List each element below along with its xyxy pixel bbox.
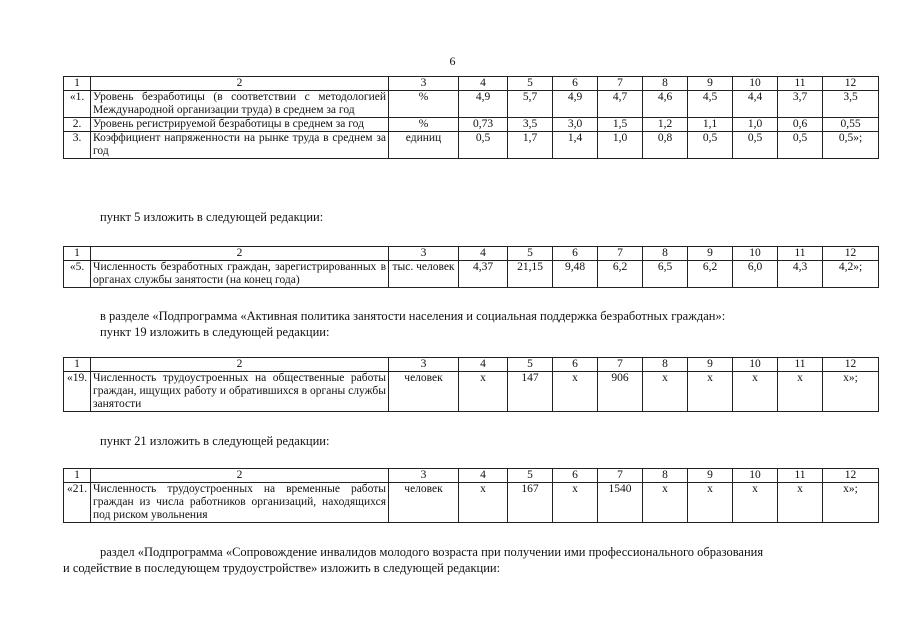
table-row bbox=[64, 132, 879, 159]
unit-cell: % bbox=[389, 118, 459, 132]
paragraph-point-21: пункт 21 изложить в следующей редакции: bbox=[100, 434, 330, 448]
header-cell: 10 bbox=[733, 469, 778, 483]
value-cell: 0,5 bbox=[688, 132, 733, 159]
table-row bbox=[64, 261, 879, 288]
header-cell: 4 bbox=[459, 358, 508, 372]
header-row bbox=[64, 247, 879, 261]
header-cell: 2 bbox=[91, 247, 389, 261]
indicator-name-cell: Коэффициент напряженности на рынке труда в среднем за год bbox=[91, 132, 389, 159]
header-cell: 12 bbox=[823, 469, 879, 483]
value-cell: х bbox=[688, 483, 733, 523]
row-number-cell: «1. bbox=[64, 91, 91, 118]
value-cell: 4,2»; bbox=[823, 261, 879, 288]
header-cell: 11 bbox=[778, 247, 823, 261]
value-cell: х bbox=[459, 483, 508, 523]
indicators-table-1 bbox=[63, 76, 879, 159]
value-cell: х bbox=[733, 483, 778, 523]
value-cell: 1,5 bbox=[598, 118, 643, 132]
value-cell: 0,55 bbox=[823, 118, 879, 132]
header-row bbox=[64, 358, 879, 372]
table-body bbox=[64, 247, 879, 288]
value-cell: х»; bbox=[823, 372, 879, 412]
header-cell: 1 bbox=[64, 469, 91, 483]
value-cell: 167 bbox=[508, 483, 553, 523]
header-cell: 4 bbox=[459, 247, 508, 261]
value-cell: х»; bbox=[823, 483, 879, 523]
row-number-cell: 2. bbox=[64, 118, 91, 132]
unit-cell: тыс. человек bbox=[389, 261, 459, 288]
indicator-name-cell: Уровень безработицы (в соответствии с методологией Международной организации труда) в среднем за год bbox=[91, 91, 389, 118]
header-cell: 9 bbox=[688, 77, 733, 91]
header-cell: 9 bbox=[688, 247, 733, 261]
header-cell: 10 bbox=[733, 358, 778, 372]
value-cell: 6,0 bbox=[733, 261, 778, 288]
indicators-table-4 bbox=[63, 468, 879, 523]
header-cell: 12 bbox=[823, 247, 879, 261]
value-cell: 0,8 bbox=[643, 132, 688, 159]
value-cell: х bbox=[553, 372, 598, 412]
header-cell: 2 bbox=[91, 77, 389, 91]
value-cell: х bbox=[643, 372, 688, 412]
value-cell: 21,15 bbox=[508, 261, 553, 288]
unit-cell: человек bbox=[389, 372, 459, 412]
value-cell: х bbox=[459, 372, 508, 412]
value-cell: 4,9 bbox=[459, 91, 508, 118]
unit-cell: % bbox=[389, 91, 459, 118]
header-cell: 7 bbox=[598, 358, 643, 372]
header-cell: 8 bbox=[643, 469, 688, 483]
header-cell: 3 bbox=[389, 247, 459, 261]
header-cell: 2 bbox=[91, 469, 389, 483]
value-cell: 1,0 bbox=[598, 132, 643, 159]
value-cell: 0,5 bbox=[778, 132, 823, 159]
header-cell: 1 bbox=[64, 77, 91, 91]
indicators-table-3 bbox=[63, 357, 879, 412]
value-cell: 4,3 bbox=[778, 261, 823, 288]
indicator-name-cell: Численность трудоустроенных на общественные работы граждан, ищущих работу и обратившихся в органы службы занятости bbox=[91, 372, 389, 412]
header-cell: 10 bbox=[733, 247, 778, 261]
value-cell: 6,5 bbox=[643, 261, 688, 288]
value-cell: х bbox=[688, 372, 733, 412]
value-cell: 1,0 bbox=[733, 118, 778, 132]
header-cell: 1 bbox=[64, 247, 91, 261]
table-body bbox=[64, 77, 879, 159]
paragraph-section-disabled-youth: раздел «Подпрограмма «Сопровождение инвалидов молодого возраста при получении ими профессионального образования bbox=[100, 545, 764, 559]
header-cell: 11 bbox=[778, 77, 823, 91]
value-cell: 6,2 bbox=[598, 261, 643, 288]
row-number-cell: 3. bbox=[64, 132, 91, 159]
row-number-cell: «5. bbox=[64, 261, 91, 288]
header-row bbox=[64, 469, 879, 483]
value-cell: 0,73 bbox=[459, 118, 508, 132]
header-cell: 8 bbox=[643, 358, 688, 372]
value-cell: 0,5 bbox=[733, 132, 778, 159]
value-cell: 4,4 bbox=[733, 91, 778, 118]
value-cell: 1,2 bbox=[643, 118, 688, 132]
value-cell: 6,2 bbox=[688, 261, 733, 288]
row-number-cell: «19. bbox=[64, 372, 91, 412]
header-cell: 11 bbox=[778, 358, 823, 372]
value-cell: 1,4 bbox=[553, 132, 598, 159]
header-cell: 3 bbox=[389, 358, 459, 372]
row-number-cell: «21. bbox=[64, 483, 91, 523]
header-cell: 7 bbox=[598, 77, 643, 91]
header-cell: 6 bbox=[553, 247, 598, 261]
page-number: 6 bbox=[449, 54, 456, 68]
table-row bbox=[64, 483, 879, 523]
indicator-name-cell: Численность безработных граждан, зарегистрированных в органах службы занятости (на конец года) bbox=[91, 261, 389, 288]
header-cell: 12 bbox=[823, 358, 879, 372]
unit-cell: человек bbox=[389, 483, 459, 523]
value-cell: 147 bbox=[508, 372, 553, 412]
value-cell: 1,1 bbox=[688, 118, 733, 132]
header-cell: 11 bbox=[778, 469, 823, 483]
header-cell: 9 bbox=[688, 469, 733, 483]
header-cell: 8 bbox=[643, 247, 688, 261]
header-cell: 6 bbox=[553, 358, 598, 372]
value-cell: 9,48 bbox=[553, 261, 598, 288]
header-cell: 4 bbox=[459, 469, 508, 483]
header-row bbox=[64, 77, 879, 91]
unit-cell: единиц bbox=[389, 132, 459, 159]
table-body bbox=[64, 469, 879, 523]
header-cell: 5 bbox=[508, 247, 553, 261]
header-cell: 5 bbox=[508, 469, 553, 483]
paragraph-section-active-policy: в разделе «Подпрограмма «Активная политика занятости населения и социальная поддержка безработных граждан»: bbox=[100, 309, 726, 323]
value-cell: 3,7 bbox=[778, 91, 823, 118]
value-cell: 0,6 bbox=[778, 118, 823, 132]
paragraph-point-5: пункт 5 изложить в следующей редакции: bbox=[100, 210, 324, 224]
header-cell: 7 bbox=[598, 469, 643, 483]
value-cell: х bbox=[553, 483, 598, 523]
header-cell: 8 bbox=[643, 77, 688, 91]
value-cell: 3,5 bbox=[823, 91, 879, 118]
header-cell: 7 bbox=[598, 247, 643, 261]
header-cell: 9 bbox=[688, 358, 733, 372]
header-cell: 3 bbox=[389, 77, 459, 91]
paragraph-point-19: пункт 19 изложить в следующей редакции: bbox=[100, 325, 330, 339]
header-cell: 1 bbox=[64, 358, 91, 372]
value-cell: 0,5 bbox=[459, 132, 508, 159]
value-cell: 4,7 bbox=[598, 91, 643, 118]
header-cell: 10 bbox=[733, 77, 778, 91]
table-row bbox=[64, 118, 879, 132]
indicator-name-cell: Численность трудоустроенных на временные работы граждан из числа работников организаций, находящихся под риском увольнения bbox=[91, 483, 389, 523]
indicators-table-2 bbox=[63, 246, 879, 288]
value-cell: х bbox=[643, 483, 688, 523]
indicator-name-cell: Уровень регистрируемой безработицы в среднем за год bbox=[91, 118, 389, 132]
value-cell: 4,5 bbox=[688, 91, 733, 118]
header-cell: 6 bbox=[553, 469, 598, 483]
header-cell: 3 bbox=[389, 469, 459, 483]
value-cell: 4,37 bbox=[459, 261, 508, 288]
table-row bbox=[64, 372, 879, 412]
value-cell: х bbox=[733, 372, 778, 412]
value-cell: 0,5»; bbox=[823, 132, 879, 159]
value-cell: 3,0 bbox=[553, 118, 598, 132]
value-cell: х bbox=[778, 483, 823, 523]
value-cell: 5,7 bbox=[508, 91, 553, 118]
header-cell: 2 bbox=[91, 358, 389, 372]
value-cell: 1540 bbox=[598, 483, 643, 523]
table-body bbox=[64, 358, 879, 412]
table-row bbox=[64, 91, 879, 118]
header-cell: 5 bbox=[508, 77, 553, 91]
value-cell: 906 bbox=[598, 372, 643, 412]
value-cell: 4,6 bbox=[643, 91, 688, 118]
value-cell: 1,7 bbox=[508, 132, 553, 159]
paragraph-section-disabled-youth-cont: и содействие в последующем трудоустройстве» изложить в следующей редакции: bbox=[63, 561, 501, 575]
header-cell: 6 bbox=[553, 77, 598, 91]
header-cell: 12 bbox=[823, 77, 879, 91]
value-cell: х bbox=[778, 372, 823, 412]
header-cell: 4 bbox=[459, 77, 508, 91]
value-cell: 3,5 bbox=[508, 118, 553, 132]
header-cell: 5 bbox=[508, 358, 553, 372]
value-cell: 4,9 bbox=[553, 91, 598, 118]
